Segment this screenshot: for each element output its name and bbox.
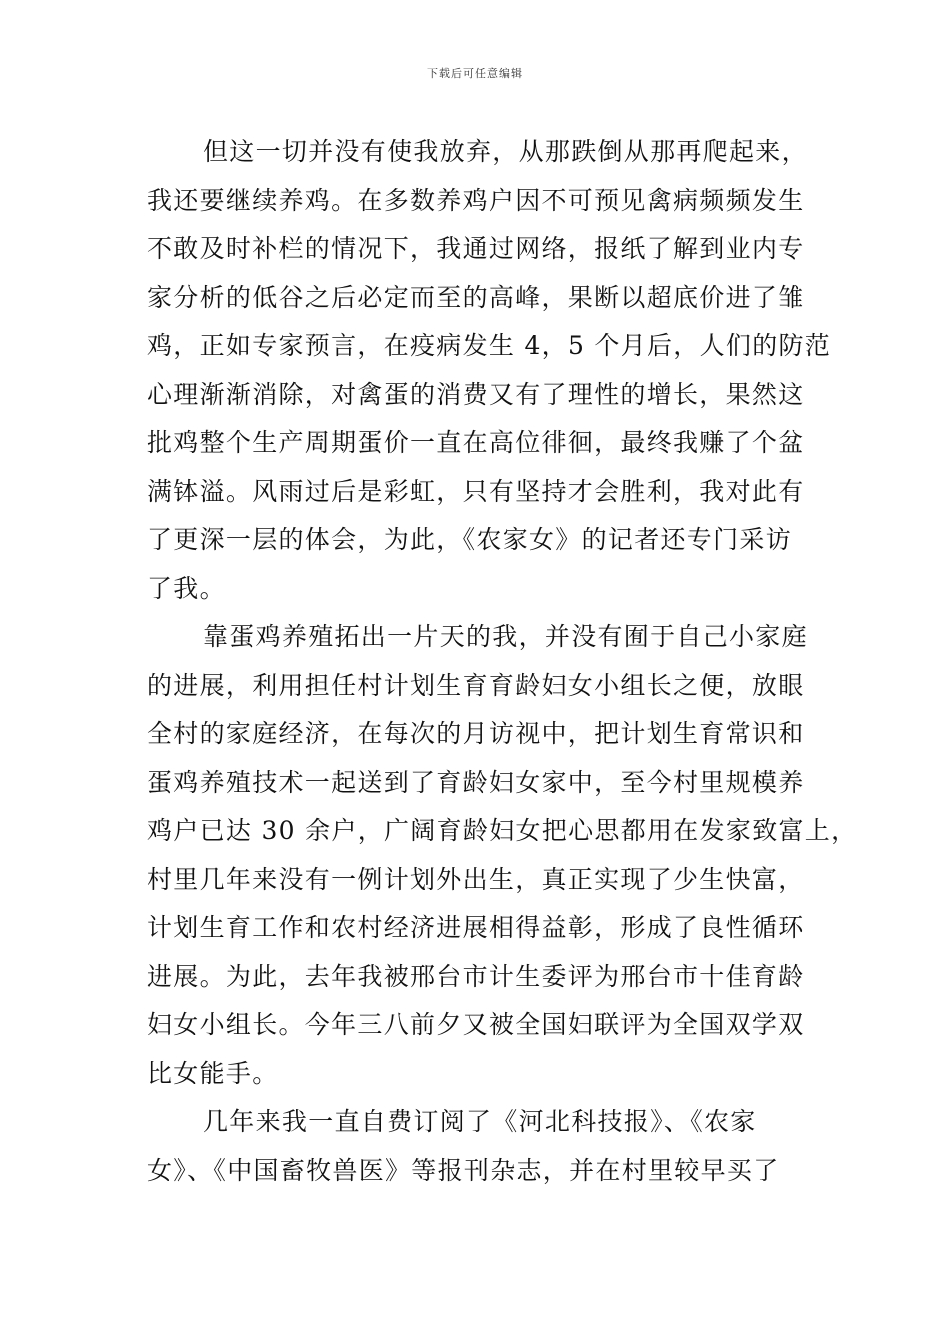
text-line: 了更深一层的体会，为此，《农家女》的记者还专门采访 (147, 525, 793, 554)
text-line: 批鸡整个生产周期蛋价一直在高位徘徊，最终我赚了个盆 (147, 428, 805, 457)
text-line: 几年来我一直自费订阅了《河北科技报》、《农家 (203, 1107, 757, 1136)
document-body (147, 128, 858, 1195)
text-line: 妇女小组长。今年三八前夕又被全国妇联评为全国双学双 (147, 1010, 805, 1039)
text-line: 的进展，利用担任村计划生育育龄妇女小组长之便，放眼 (147, 670, 805, 700)
text-line: 心理渐渐消除，对禽蛋的消费又有了理性的增长，果然这 (147, 379, 805, 409)
paragraph-2 (147, 613, 858, 1098)
page-header: 下载后可任意编辑 (427, 67, 523, 80)
text-line: 鸡，正如专家预言，在疫病发生 4，5 个月后，人们的防范 (147, 331, 832, 360)
text-line: 比女能手。 (147, 1058, 279, 1088)
paragraph-3 (147, 1098, 807, 1195)
text-line: 鸡户已达 30 余户，广阔育龄妇女把心思都用在发家致富上， (147, 816, 858, 845)
text-line: 满钵溢。风雨过后是彩虹，只有坚持才会胜利，我对此有 (147, 476, 805, 506)
paragraph-1 (147, 128, 832, 613)
text-line: 全村的家庭经济，在每次的月访视中，把计划生育常识和 (147, 719, 805, 748)
text-line: 计划生育工作和农村经济进展相得益彰，形成了良性循环 (147, 913, 805, 942)
text-line: 进展。为此，去年我被邢台市计生委评为邢台市十佳育龄 (147, 961, 805, 991)
text-line: 靠蛋鸡养殖拓出一片天的我，并没有囿于自己小家庭 (203, 622, 808, 651)
text-line: 家分析的低谷之后必定而至的高峰，果断以超底价进了雏 (147, 282, 805, 312)
text-line: 了我。 (147, 573, 226, 603)
text-line: 村里几年来没有一例计划外出生，真正实现了少生快富， (147, 864, 805, 894)
text-line: 女》、《中国畜牧兽医》等报刊杂志，并在村里较早买了 (147, 1155, 780, 1185)
text-line: 不敢及时补栏的情况下，我通过网络，报纸了解到业内专 (147, 234, 805, 263)
text-line: 蛋鸡养殖技术一起送到了育龄妇女家中，至今村里规模养 (147, 767, 805, 797)
text-line: 但这一切并没有使我放弃，从那跌倒从那再爬起来， (203, 137, 808, 166)
text-line: 我还要继续养鸡。在多数养鸡户因不可预见禽病频频发生 (147, 185, 805, 215)
